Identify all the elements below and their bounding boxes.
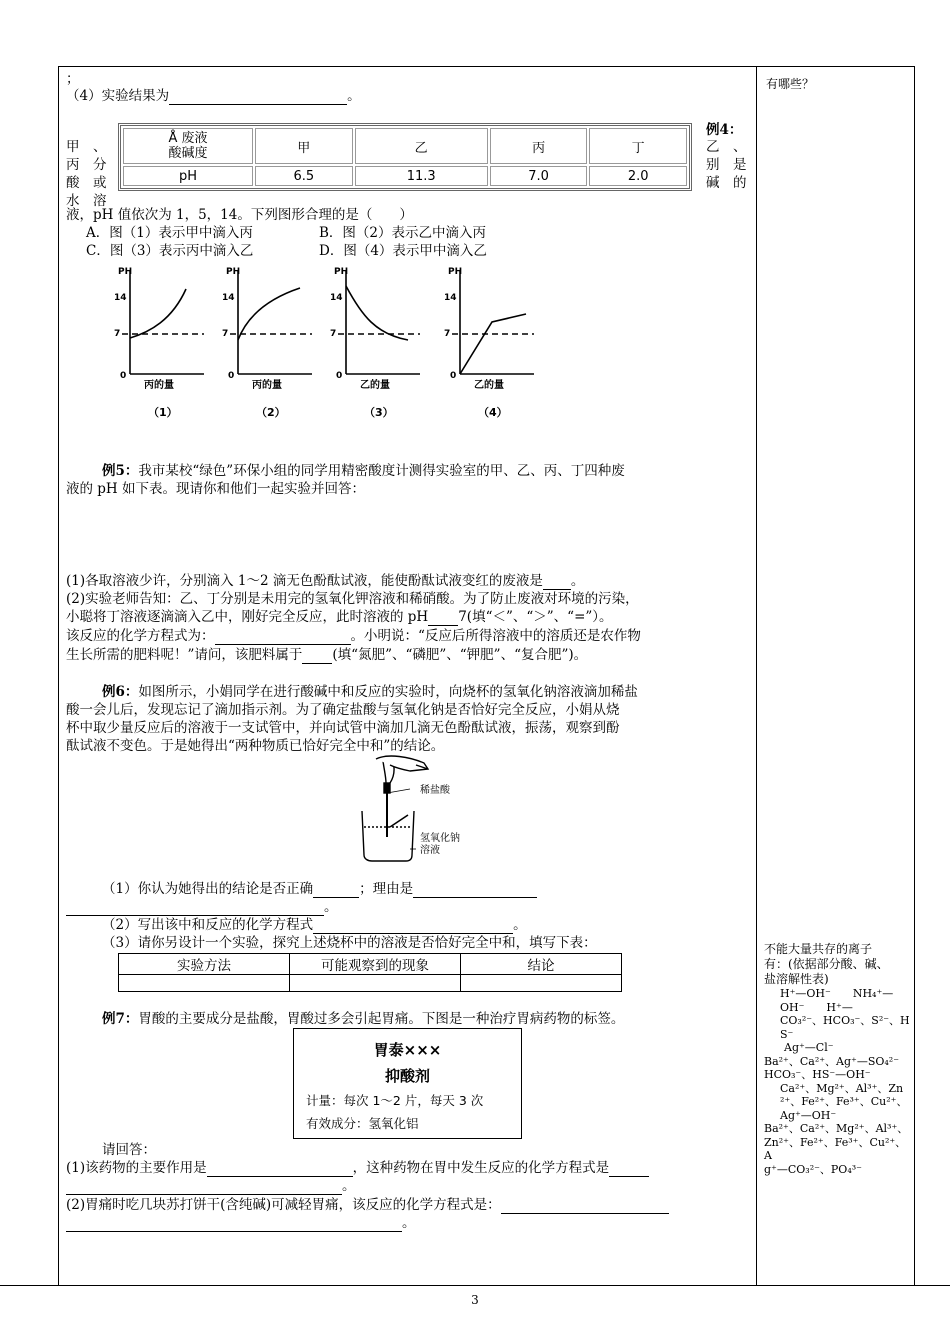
ex4-right-column — [706, 138, 747, 192]
table-corner: Å 废液 酸碱度 — [123, 128, 253, 164]
left-col-line: 水 溶 — [66, 193, 107, 209]
ex7-intro: 例7：胃酸的主要成分是盐酸，胃酸过多会引起胃痛。下图是一种治疗胃病药物的标签。 — [102, 1011, 625, 1027]
answer-blank[interactable] — [169, 91, 347, 105]
right-col-line: 碱 的 — [706, 175, 747, 191]
y-tick-label: 0 — [450, 371, 457, 381]
ex4-left-column — [66, 138, 114, 210]
chart-caption: （1） — [148, 406, 178, 419]
ion-line: Ba²⁺、Ca²⁺、Ag⁺—SO₄²⁻ — [764, 1054, 900, 1068]
footer-rule — [0, 1285, 950, 1286]
answer-blank[interactable] — [66, 1218, 402, 1232]
ph-curve — [460, 314, 526, 374]
ion-line: g⁺—CO₃²⁻、PO₄³⁻ — [764, 1162, 862, 1176]
y-tick-label: 7 — [114, 329, 121, 339]
base-label-line1: 氢氧化钠 — [420, 833, 460, 844]
y-tick-label: 7 — [330, 329, 337, 339]
ion-line: H⁺—OH⁻ NH₄⁺— — [780, 987, 894, 1000]
y-tick-label: 0 — [336, 371, 343, 381]
ex6-q1: （1）你认为她得出的结论是否正确 ；理由是 — [102, 880, 537, 898]
x-axis-label: 乙的量 — [360, 380, 390, 391]
ion-line: CO₃²⁻、HCO₃⁻、S²⁻、H — [780, 1014, 910, 1027]
base-label-line2: 溶液 — [420, 845, 440, 856]
answer-blank[interactable] — [413, 884, 537, 898]
y-tick-label: 14 — [444, 293, 457, 303]
medicine-ingredient: 有效成分：氢氧化铝 — [306, 1116, 419, 1131]
left-col-line: 甲 、 — [66, 139, 107, 155]
ion-line: S⁻ — [780, 1027, 794, 1041]
y-tick-label: 14 — [114, 293, 127, 303]
ex7-q1: (1)该药物的主要作用是 ，这种药物在胃中发生反应的化学方程式是 — [66, 1159, 649, 1177]
col-header: 实验方法 — [119, 954, 290, 975]
option-c: C．图（3）表示丙中滴入乙 — [86, 243, 254, 259]
ion-line: Ba²⁺、Ca²⁺、Mg²⁺、Al³⁺、 — [764, 1122, 909, 1135]
ex5-q2-line3: 该反应的化学方程式为： 。小明说：“反应后所得溶液中的溶质还是农作物 — [66, 628, 641, 644]
sidebar-title-line: 不能大量共存的离子 — [764, 942, 873, 956]
ex7-ask: 请回答： — [102, 1142, 156, 1158]
x-axis-label: 丙的量 — [252, 380, 282, 391]
chart-caption: （2） — [256, 406, 286, 419]
table-cell[interactable] — [461, 975, 622, 992]
ex4-title: 例4： — [706, 122, 743, 138]
y-tick-label: 0 — [228, 371, 235, 381]
ex6-line3: 杯中取少量反应后的溶液于一支试管中，并向试管中滴加几滴无色酚酞试液，振荡，观察到酚 — [66, 720, 620, 736]
ex6-q1-cont: 。 — [66, 898, 338, 916]
ion-line: HCO₃⁻、HS⁻—OH⁻ — [764, 1068, 871, 1081]
y-tick-label: 7 — [222, 329, 229, 339]
answer-blank[interactable] — [302, 650, 332, 664]
experiment-table — [118, 953, 622, 992]
ex5-intro-line2: 液的 pH 如下表。现请你和他们一起实验并回答： — [66, 481, 365, 497]
item4-prefix: （4）实验结果为 — [66, 88, 170, 104]
ex7-q2: (2)胃痛时吃几块苏打饼干(含纯碱)可减轻胃痛，该反应的化学方程式是： — [66, 1196, 669, 1214]
ion-line: OH⁻ H⁺— — [780, 1000, 853, 1014]
ion-line: Ag⁺—Cl⁻ — [784, 1041, 834, 1054]
medicine-type: 抑酸剂 — [384, 1067, 430, 1085]
chart-caption: （4） — [478, 406, 508, 419]
answer-blank[interactable] — [207, 1163, 353, 1177]
x-axis-label: 乙的量 — [474, 380, 504, 391]
ex6-line1: 例6：如图所示，小娟同学在进行酸碱中和反应的实验时，向烧杯的氢氧化钠溶液滴加稀盐 — [102, 684, 638, 700]
option-b: B．图（2）表示乙中滴入丙 — [319, 225, 487, 241]
y-tick-label: 7 — [444, 329, 451, 339]
ion-line: Zn²⁺、Fe²⁺、Fe³⁺、Cu²⁺、A — [764, 1135, 907, 1162]
ex5-q1: (1)各取溶液少许，分别滴入 1～2 滴无色酚酞试液，能使酚酞试液变红的废液是 。 — [66, 573, 585, 589]
col-header: 可能观察到的现象 — [290, 954, 461, 975]
ex4-continuation: 液，pH 值依次为 1，5，14。下列图形合理的是（ ） — [66, 207, 413, 223]
chart-caption: （3） — [364, 406, 394, 419]
y-axis-label: PH — [334, 267, 349, 277]
ph-graphs — [100, 264, 560, 424]
ion-line: Ca²⁺、Mg²⁺、Al³⁺、Zn — [780, 1081, 904, 1095]
answer-blank[interactable] — [501, 1200, 669, 1214]
ph-table — [118, 123, 692, 191]
sidebar-title-line: 有：(依据部分酸、碱、 — [764, 957, 889, 971]
col-header: 乙 — [355, 128, 488, 164]
answer-blank[interactable] — [543, 576, 571, 590]
table-cell: 6.5 — [255, 166, 353, 186]
side-note: 有哪些？ — [766, 77, 815, 91]
medicine-label — [293, 1028, 522, 1139]
ex6-line2: 酸一会儿后，发现忘记了滴加指示剂。为了确定盐酸与氢氧化钠是否恰好完全反应，小娟从烧 — [66, 702, 620, 718]
ex6-q3: （3）请你另设计一个实验，探究上述烧杯中的溶液是否恰好完全中和，填写下表： — [102, 935, 597, 951]
item4-line — [66, 87, 361, 105]
ph-curve — [238, 288, 300, 340]
right-col-line: 别 是 — [706, 157, 747, 173]
y-tick-label: 14 — [330, 293, 343, 303]
y-axis-label: PH — [448, 267, 463, 277]
acid-label: 稀盐酸 — [420, 785, 450, 796]
sidebar-ion-notes — [764, 942, 912, 1176]
answer-blank[interactable] — [313, 920, 513, 934]
answer-blank[interactable] — [313, 884, 359, 898]
answer-blank[interactable] — [66, 1181, 342, 1195]
medicine-name: 胃泰××× — [373, 1041, 442, 1059]
answer-blank[interactable] — [215, 631, 351, 645]
option-a: A．图（1）表示甲中滴入丙 — [86, 225, 253, 241]
row-label: pH — [123, 166, 253, 186]
sidebar-title-line: 盐溶解性表) — [764, 972, 829, 986]
ph-curve — [130, 289, 186, 338]
ex5-intro-line1: 例5：我市某校“绿色”环保小组的同学用精密酸度计测得实验室的甲、乙、丙、丁四种废 — [102, 463, 625, 479]
col-header: 结论 — [461, 954, 622, 975]
medicine-dose: 计量：每次 1～2 片，每天 3 次 — [306, 1093, 484, 1108]
ex6-q2: （2）写出该中和反应的化学方程式 。 — [102, 917, 527, 933]
col-header: 丙 — [490, 128, 588, 164]
col-header: 丁 — [589, 128, 687, 164]
ex5-q2-line1: (2)实验老师告知：乙、丁分别是未用完的氢氧化钾溶液和稀硝酸。为了防止废液对环境的污染， — [66, 591, 639, 607]
table-cell: 11.3 — [355, 166, 488, 186]
y-tick-label: 14 — [222, 293, 235, 303]
y-axis-label: PH — [226, 267, 241, 277]
x-axis-label: 丙的量 — [144, 380, 174, 391]
table-cell: 2.0 — [589, 166, 687, 186]
table-cell[interactable] — [119, 975, 290, 992]
left-col-line: 丙 分 — [66, 157, 107, 173]
table-cell: 7.0 — [490, 166, 588, 186]
page-number: 3 — [471, 1293, 479, 1307]
ex6-line4: 酞试液不变色。于是她得出“两种物质已恰好完全中和”的结论。 — [66, 738, 445, 754]
ex5-q2-line2: 小聪将丁溶液逐滴滴入乙中，刚好完全反应，此时溶液的 pH 7(填“＜”、“＞”、“=”）。 — [66, 609, 613, 625]
y-tick-label: 0 — [120, 371, 127, 381]
answer-blank[interactable] — [66, 902, 324, 916]
semicolon: ； — [66, 71, 80, 87]
col-header: 甲 — [255, 128, 353, 164]
column-divider — [756, 66, 757, 1286]
ion-line: ²⁺、Fe²⁺、Fe³⁺、Cu²⁺、 — [780, 1095, 908, 1108]
answer-blank[interactable] — [428, 612, 458, 626]
answer-blank[interactable] — [609, 1163, 649, 1177]
y-axis-label: PH — [118, 267, 133, 277]
ex7-q1-cont: 。 — [66, 1177, 356, 1195]
right-col-line: 乙 、 — [706, 139, 747, 155]
ex5-q2-line4: 生长所需的肥料呢！”请问，该肥料属于 (填“氮肥”、“磷肥”、“钾肥”、“复合肥”)。 — [66, 647, 588, 663]
ion-list — [764, 987, 912, 1176]
ph-curve — [346, 286, 408, 340]
ex7-q2-cont: 。 — [66, 1214, 416, 1232]
table-cell[interactable] — [290, 975, 461, 992]
item4-suffix: 。 — [347, 88, 361, 104]
ion-line: Ag⁺—OH⁻ — [780, 1108, 837, 1122]
left-col-line: 酸 或 — [66, 175, 107, 191]
beaker-figure — [350, 755, 480, 870]
option-d: D．图（4）表示甲中滴入乙 — [319, 243, 487, 259]
